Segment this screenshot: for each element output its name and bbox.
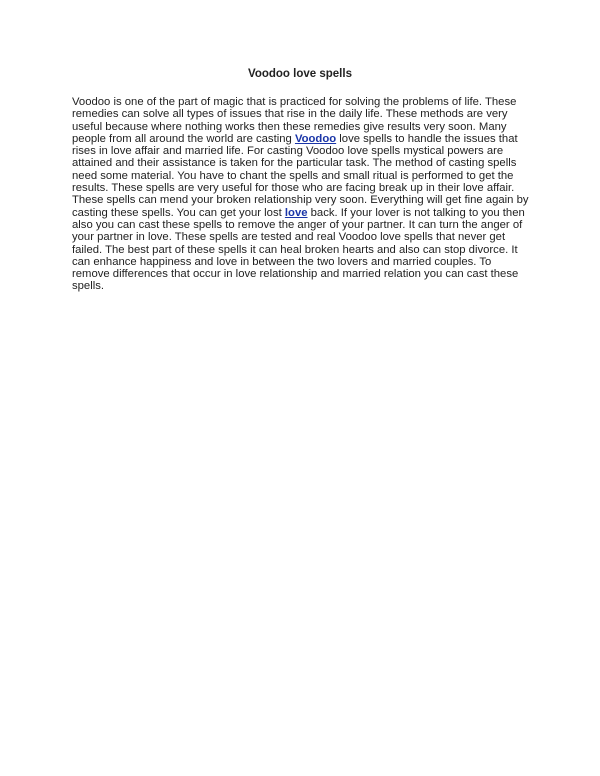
paragraph-text-part-2: love spells to handle the issues that rises in love affair and married life. For casting Voodoo love spells mystical powers are attained and their assistance is taken for the particular task. The method of casting spells need some material. You have to chant the spells and small ritual is performed to get the results. These spells are very useful for those who are facing break up in their love affair. These spells can mend your broken relationship very soon. Everything will get fine again by casting these spells. You can get your lost [72, 132, 529, 219]
body-paragraph [72, 96, 532, 293]
paragraph-text-part-1: Voodoo is one of the part of magic that is practiced for solving the problems of life. These remedies can solve all types of issues that rise in the daily life. These methods are very useful because where nothing works then these remedies give results very soon. Many people from all around the world are casting [72, 96, 517, 145]
love-link[interactable]: love [284, 206, 308, 219]
paragraph-text-part-3: back. If your lover is not talking to you then also you can cast these spells to remove the anger of your partner. It can turn the anger of your partner in love. These spells are tested and real Voodoo love spells that never get failed. The best part of these spells it can heal broken hearts and also can stop divorce. It can enhance happiness and love in between the two lovers and married couples. To remove differences that occur in love relationship and married relation you can cast these spells. [72, 206, 525, 293]
voodoo-link[interactable]: Voodoo [294, 132, 337, 145]
document-title: Voodoo love spells [248, 68, 352, 80]
